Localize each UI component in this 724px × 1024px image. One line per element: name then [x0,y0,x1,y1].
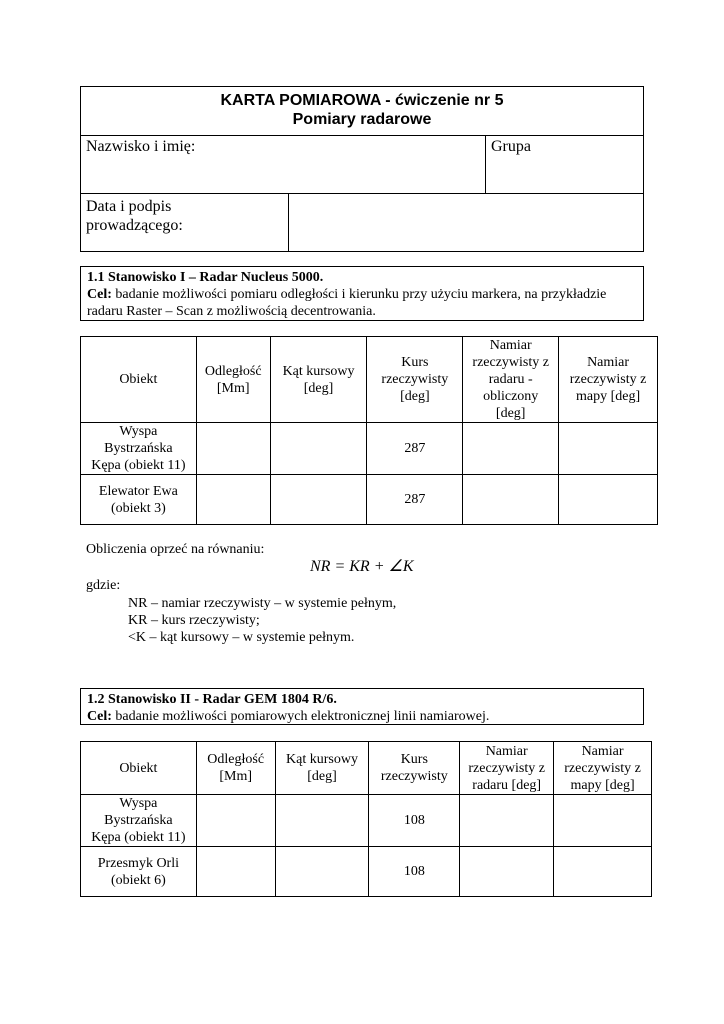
section-1-goal [87,286,637,320]
section-2-goal-label: Cel: [87,709,112,724]
section-1-goal-text: badanie możliwości pomiaru odległości i kierunku przy użyciu markera, na przykładzie radaru Raster – Scan z możliwością decentrowania. [87,287,607,319]
definition-nr: NR – namiar rzeczywisty – w systemie pełnym, [128,596,397,611]
date-label-line-1: Data i podpis [86,198,172,215]
course-cell: 108 [369,847,460,897]
radar-bearing-input-cell[interactable] [463,423,559,475]
definition-k: <K – kąt kursowy – w systemie pełnym. [128,630,355,645]
formula: NR = KR + ∠K [310,558,414,575]
distance-input-cell[interactable] [196,423,270,475]
title-line-1: KARTA POMIAROWA - ćwiczenie nr 5 [220,92,504,109]
distance-input-cell[interactable] [196,847,275,897]
distance-input-cell[interactable] [196,475,270,525]
radar-bearing-input-cell[interactable] [463,475,559,525]
table-row [81,795,652,847]
course-cell: 108 [369,795,460,847]
relative-bearing-input-cell[interactable] [275,795,369,847]
header-relative-bearing: Kąt kursowy [deg] [275,742,369,795]
group-field[interactable] [486,136,643,194]
name-label: Nazwisko i imię: [86,138,196,155]
header-radar-bearing: Namiar rzeczywisty z radaru - obliczony [deg] [463,337,559,423]
map-bearing-input-cell[interactable] [554,795,652,847]
header-map-bearing: Namiar rzeczywisty z mapy [deg] [554,742,652,795]
header-object: Obiekt [81,742,197,795]
header-distance: Odległość [Mm] [196,742,275,795]
name-field[interactable] [81,136,486,194]
table-header-row [81,337,658,423]
date-sign-label-cell [81,194,289,251]
object-cell: Wyspa Bystrzańska Kępa (obiekt 11) [81,795,197,847]
calc-intro: Obliczenia oprzeć na równaniu: [86,542,265,557]
header-true-course: Kurs rzeczywisty [369,742,460,795]
date-sign-field[interactable] [289,194,643,251]
distance-input-cell[interactable] [196,795,275,847]
map-bearing-input-cell[interactable] [559,475,658,525]
table-row [81,847,652,897]
map-bearing-input-cell[interactable] [559,423,658,475]
header-radar-bearing: Namiar rzeczywisty z radaru [deg] [460,742,554,795]
section-2-goal-text: badanie możliwości pomiarowych elektronicznej linii namiarowej. [111,709,490,724]
relative-bearing-input-cell[interactable] [270,423,367,475]
object-cell: Wyspa Bystrzańska Kępa (obiekt 11) [81,423,197,475]
measurement-table-2 [80,741,652,897]
date-label-line-2: prowadzącego: [86,217,183,234]
header-object: Obiekt [81,337,197,423]
measurement-table-1 [80,336,658,525]
group-label: Grupa [491,138,531,155]
header-true-course: Kurs rzeczywisty [deg] [367,337,463,423]
radar-bearing-input-cell[interactable] [460,847,554,897]
table-header-row [81,742,652,795]
table-row [81,423,658,475]
section-2-box [80,688,644,725]
radar-bearing-input-cell[interactable] [460,795,554,847]
course-cell: 287 [367,423,463,475]
section-1-heading: 1.1 Stanowisko I – Radar Nucleus 5000. [87,270,324,285]
section-2-goal [87,708,637,725]
section-1-goal-label: Cel: [87,287,112,302]
relative-bearing-input-cell[interactable] [275,847,369,897]
card-title [81,87,643,136]
where-label: gdzie: [86,578,121,593]
object-cell: Elewator Ewa (obiekt 3) [81,475,197,525]
definition-kr: KR – kurs rzeczywisty; [128,613,260,628]
table-row [81,475,658,525]
section-2-heading: 1.2 Stanowisko II - Radar GEM 1804 R/6. [87,692,337,707]
object-cell: Przesmyk Orli (obiekt 6) [81,847,197,897]
header-card [80,86,644,252]
course-cell: 287 [367,475,463,525]
header-distance: Odległość [Mm] [196,337,270,423]
map-bearing-input-cell[interactable] [554,847,652,897]
section-1-box [80,266,644,321]
relative-bearing-input-cell[interactable] [270,475,367,525]
header-map-bearing: Namiar rzeczywisty z mapy [deg] [559,337,658,423]
title-line-2: Pomiary radarowe [292,111,432,128]
header-relative-bearing: Kąt kursowy [deg] [270,337,367,423]
